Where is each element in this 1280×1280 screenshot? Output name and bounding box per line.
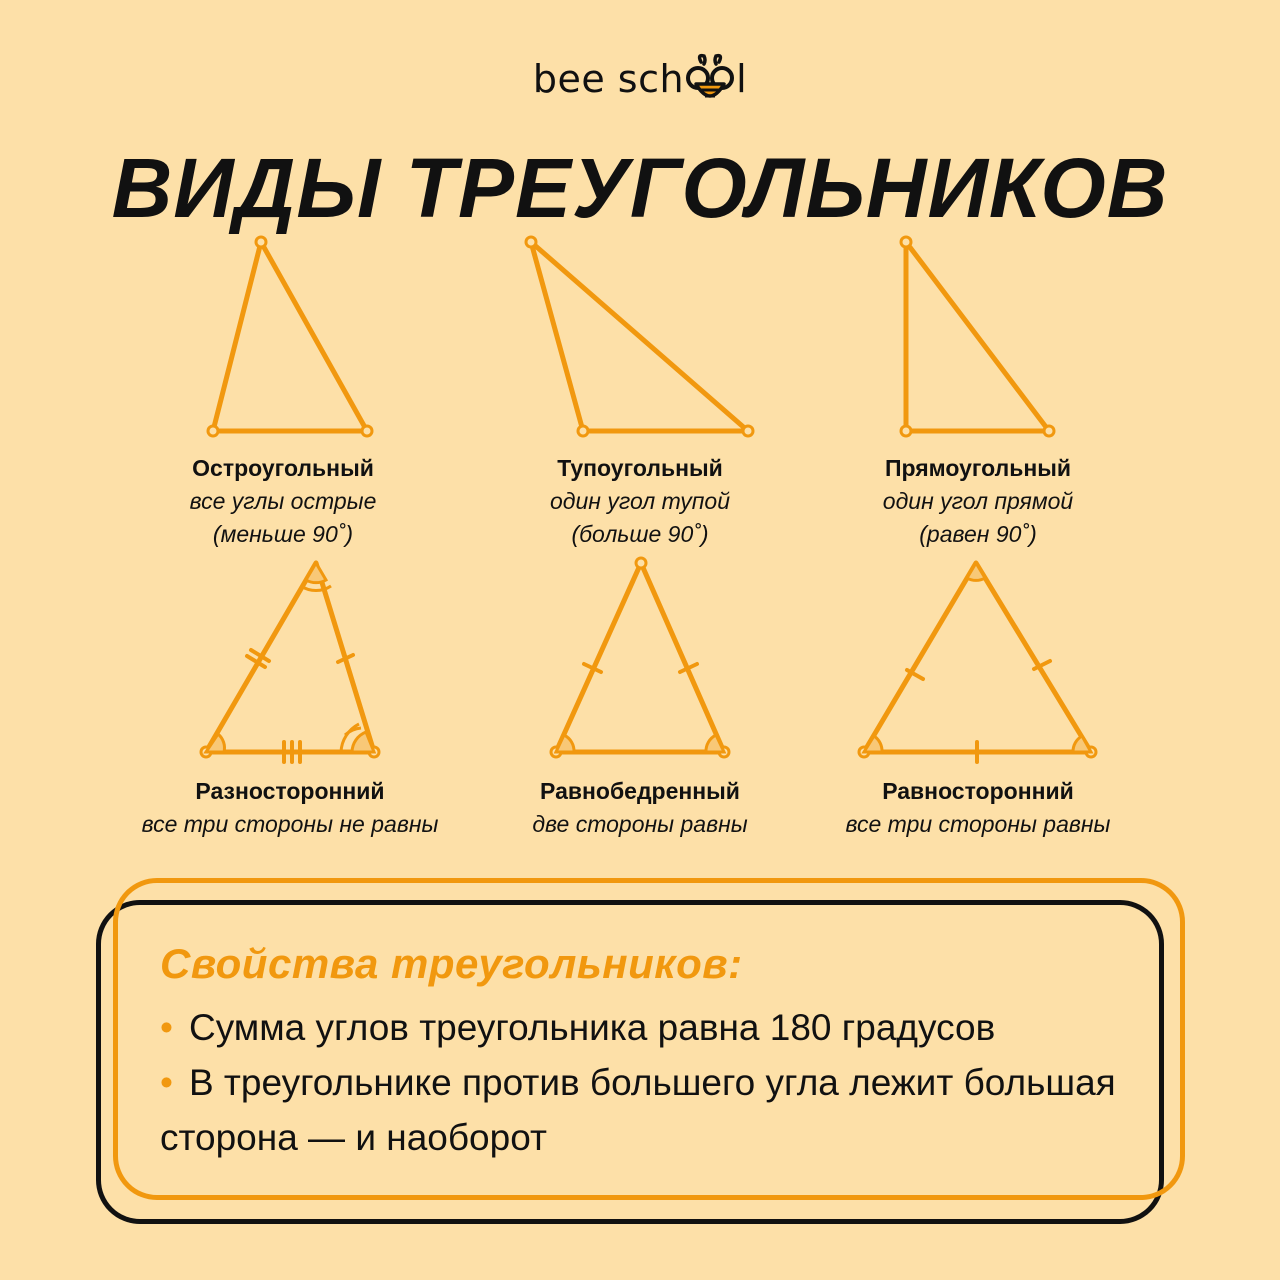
bullet-icon: •: [160, 1007, 173, 1048]
property-item: [160, 1055, 1160, 1165]
property-item: [160, 1000, 1160, 1055]
triangle-name: Равносторонний: [882, 778, 1074, 804]
triangle-desc: все три стороны не равны: [141, 811, 439, 837]
triangle-name: Тупоугольный: [557, 455, 723, 481]
equilateral-triangle: [864, 563, 1091, 752]
triangle-name: Прямоугольный: [884, 455, 1072, 481]
triangle-name: Разносторонний: [195, 778, 385, 804]
page-title: ВИДЫ ТРЕУГОЛЬНИКОВ: [111, 141, 1169, 235]
triangle-caption-equilateral: [778, 775, 1178, 841]
acute-triangle: [213, 242, 367, 431]
bullet-icon: •: [160, 1062, 173, 1103]
angle-mark: [556, 735, 574, 752]
angle-mark: [706, 735, 724, 752]
triangle-desc: один угол прямой (равен 90˚): [882, 488, 1074, 547]
property-text: В треугольнике против большего угла лежит большая сторона — и наоборот: [160, 1062, 1116, 1158]
triangle-name: Остроугольный: [192, 455, 374, 481]
triangle-desc: две стороны равны: [532, 811, 748, 837]
triangle-caption-scalene: [90, 775, 490, 841]
triangle-desc: все углы острые (меньше 90˚): [189, 488, 377, 547]
triangle-desc: один угол тупой (больше 90˚): [550, 488, 730, 547]
angle-mark: [306, 563, 326, 583]
triangle-name: Равнобедренный: [540, 778, 740, 804]
brand-text-left: bee sch: [532, 57, 685, 101]
triangle-caption-acute: [83, 452, 483, 551]
brand-text-right: l: [736, 57, 748, 101]
triangle-caption-right: [778, 452, 1178, 551]
properties-heading: Свойства треугольников:: [160, 940, 743, 987]
obtuse-triangle: [531, 242, 748, 431]
properties-panel: [160, 940, 1160, 1165]
isosceles-triangle: [556, 563, 724, 752]
right-triangle: [906, 242, 1049, 431]
angle-mark: [967, 563, 985, 580]
property-text: Сумма углов треугольника равна 180 градусов: [188, 1007, 996, 1048]
triangle-desc: все три стороны равны: [845, 811, 1111, 837]
